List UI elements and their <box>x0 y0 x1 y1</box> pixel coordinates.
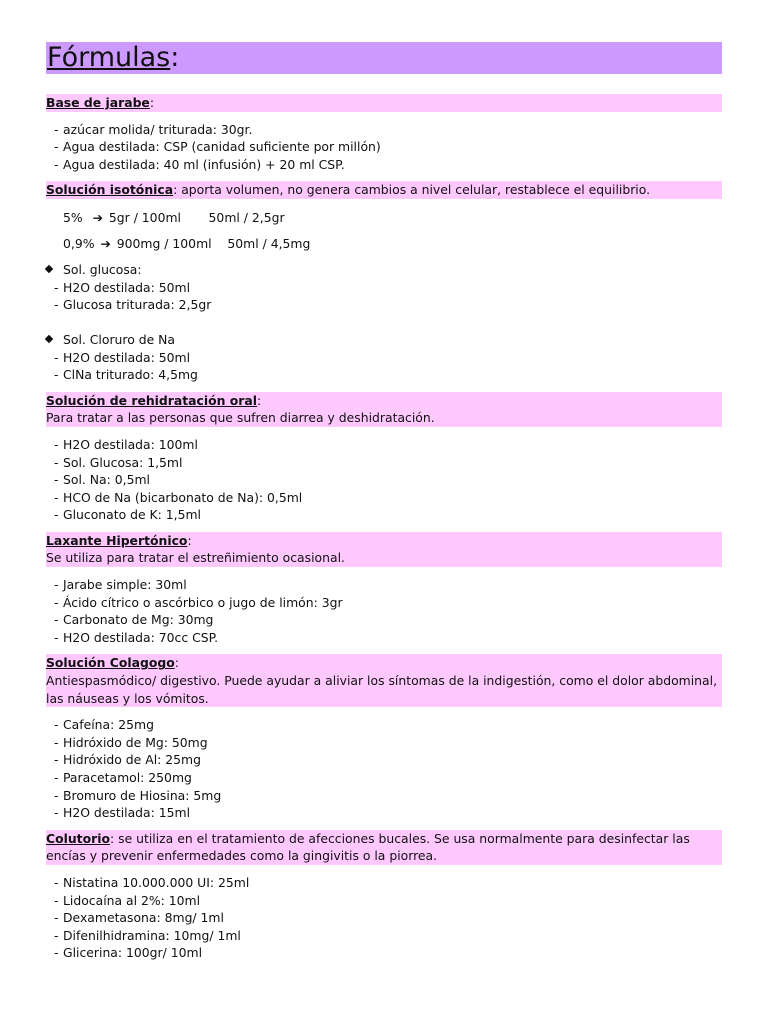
section-heading-colutorio: Colutorio: se utiliza en el tratamiento de afecciones bucales. Se usa normalmente para desinfectar las encías y prevenir enfermedades como la gingivitis o la piorrea. <box>46 830 722 865</box>
list-item: - Sol. Glucosa: 1,5ml <box>46 454 722 472</box>
list-item: - ClNa triturado: 4,5mg <box>46 366 722 384</box>
section-heading-solucion-colagogo: Solución Colagogo: Antiespasmódico/ digestivo. Puede ayudar a aliviar los síntomas de la indigestión, como el dolor abdominal, las náuseas y los vómitos. <box>46 654 722 707</box>
section-heading-label: Solución Colagogo <box>46 655 175 671</box>
page-title-colon: : <box>170 42 180 73</box>
list-item: - Paracetamol: 250mg <box>46 769 722 787</box>
list-item: - H2O destilada: 50ml <box>46 279 722 297</box>
conversion-row <box>46 209 722 227</box>
section-description: Se utiliza para tratar el estreñimiento ocasional. <box>46 550 345 566</box>
section-heading-label: Laxante Hipertónico <box>46 532 188 548</box>
ingredient-list <box>46 279 722 314</box>
page-title <box>46 42 722 74</box>
ingredient-list <box>46 874 722 962</box>
list-item: - Bromuro de Hiosina: 5mg <box>46 787 722 805</box>
ingredient-list <box>46 121 722 174</box>
section-description: Antiespasmódico/ digestivo. Puede ayudar a aliviar los síntomas de la indigestión, como el dolor abdominal, las náuseas y los vómitos. <box>46 673 718 706</box>
conversion-extra: 50ml / 2,5gr <box>208 209 285 225</box>
page-title-text: Fórmulas <box>47 42 171 73</box>
ingredient-list <box>46 576 722 646</box>
ingredient-list <box>46 436 722 524</box>
list-item: - Sol. Na: 0,5ml <box>46 471 722 489</box>
list-item: - Agua destilada: 40 ml (infusión) + 20 ml CSP. <box>46 156 722 174</box>
subsection-title-text: Sol. glucosa: <box>63 262 142 278</box>
subsection-title-text: Sol. Cloruro de Na <box>63 331 176 347</box>
subsection-title <box>46 261 722 279</box>
right-arrow-icon: ➔ <box>100 235 111 251</box>
ingredient-list <box>46 716 722 822</box>
section-heading-label: Solución de rehidratación oral <box>46 392 258 408</box>
section-description: aporta volumen, no genera cambios a nivel celular, restablece el equilibrio. <box>181 182 651 198</box>
ingredient-list <box>46 349 722 384</box>
list-item: - H2O destilada: 100ml <box>46 436 722 454</box>
list-item: - Carbonato de Mg: 30mg <box>46 611 722 629</box>
list-item: - Difenilhidramina: 10mg/ 1ml <box>46 927 722 945</box>
subsection-list <box>46 331 722 349</box>
list-item: - Glicerina: 100gr/ 10ml <box>46 944 722 962</box>
list-item: - Cafeína: 25mg <box>46 716 722 734</box>
section-heading-label: Solución isotónica <box>46 182 174 198</box>
diamond-bullet-icon <box>45 335 53 343</box>
list-item: - Jarabe simple: 30ml <box>46 576 722 594</box>
section-heading-solucion-isotonica: Solución isotónica: aporta volumen, no genera cambios a nivel celular, restablece el equilibrio. <box>46 181 722 199</box>
list-item: - Agua destilada: CSP (canidad suficiente por millón) <box>46 138 722 156</box>
section-heading-label: Colutorio <box>46 830 110 846</box>
list-item: - HCO de Na (bicarbonato de Na): 0,5ml <box>46 489 722 507</box>
list-item: - Glucosa triturada: 2,5gr <box>46 296 722 314</box>
subsection-list <box>46 261 722 279</box>
section-description: se utiliza en el tratamiento de afecciones bucales. Se usa normalmente para desinfectar las encías y prevenir enfermedades como la gingivitis o la piorrea. <box>46 830 690 864</box>
diamond-bullet-icon <box>45 265 53 273</box>
list-item: - Nistatina 10.000.000 UI: 25ml <box>46 874 722 892</box>
list-item: - azúcar molida/ triturada: 30gr. <box>46 121 722 139</box>
conversion-right: 5gr / 100ml <box>108 209 181 225</box>
list-item: - H2O destilada: 50ml <box>46 349 722 367</box>
conversion-row <box>46 235 722 253</box>
document-page <box>46 42 722 962</box>
list-item: - Gluconato de K: 1,5ml <box>46 506 722 524</box>
right-arrow-icon: ➔ <box>92 209 103 225</box>
list-item: - Ácido cítrico o ascórbico o jugo de limón: 3gr <box>46 594 722 612</box>
conversion-extra: 50ml / 4,5mg <box>227 235 311 251</box>
section-heading-rehidratacion-oral: Solución de rehidratación oral: Para tratar a las personas que sufren diarrea y deshidratación. <box>46 392 722 427</box>
list-item: - Lidocaína al 2%: 10ml <box>46 892 722 910</box>
list-item: - H2O destilada: 15ml <box>46 804 722 822</box>
section-heading-label: Base de jarabe <box>46 95 150 110</box>
section-description: Para tratar a las personas que sufren diarrea y deshidratación. <box>46 410 435 426</box>
conversion-left: 5% <box>63 209 83 225</box>
list-item: - Hidróxido de Mg: 50mg <box>46 734 722 752</box>
conversion-left: 0,9% <box>63 235 95 251</box>
list-item: - Hidróxido de Al: 25mg <box>46 751 722 769</box>
section-heading-base-de-jarabe: Base de jarabe: <box>46 94 722 112</box>
section-heading-laxante-hipertonico: Laxante Hipertónico: Se utiliza para tratar el estreñimiento ocasional. <box>46 532 722 567</box>
list-item: - Dexametasona: 8mg/ 1ml <box>46 909 722 927</box>
list-item: - H2O destilada: 70cc CSP. <box>46 629 722 647</box>
conversion-right: 900mg / 100ml <box>116 235 212 251</box>
subsection-title <box>46 331 722 349</box>
